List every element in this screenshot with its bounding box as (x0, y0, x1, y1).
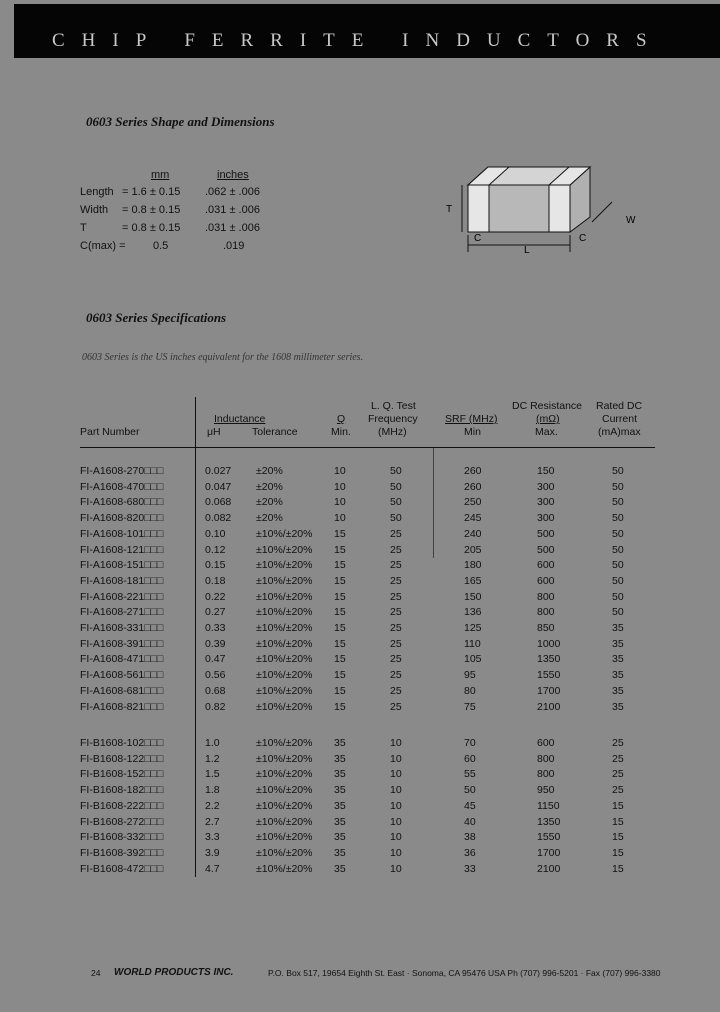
header-q: Q (337, 413, 346, 425)
cell-srf: 50 (464, 784, 476, 797)
cell-freq: 10 (390, 799, 402, 812)
c-right-label: C (579, 233, 587, 244)
table-row (0, 753, 720, 768)
cell-tol: ±10%/±20% (256, 799, 313, 812)
cell-dcr: 300 (537, 480, 555, 493)
cell-dcr: 1550 (537, 669, 561, 682)
cell-pn: FI-A1608-470□□□ (80, 480, 164, 493)
header-srf: SRF (MHz) (445, 413, 498, 425)
cell-cur: 50 (612, 606, 624, 619)
cell-q: 10 (334, 496, 346, 509)
right-electrode (549, 185, 570, 232)
table-row (0, 481, 720, 496)
cell-freq: 25 (390, 700, 402, 713)
cell-srf: 70 (464, 737, 476, 749)
cell-cur: 35 (612, 653, 624, 666)
dim-inches-length: .062 ± .006 (205, 186, 260, 198)
cell-srf: 60 (464, 752, 476, 765)
header-inductance: Inductance (214, 413, 266, 425)
header-current-3: (mA)max (598, 426, 641, 438)
cell-freq: 25 (390, 590, 402, 603)
cell-srf: 136 (464, 606, 482, 619)
cell-srf: 95 (464, 669, 476, 682)
cell-pn: FI-B1608-222□□□ (80, 799, 164, 812)
table-row (0, 559, 720, 574)
cell-tol: ±10%/±20% (256, 752, 313, 765)
cell-dcr: 800 (537, 606, 555, 619)
cell-pn: FI-B1608-122□□□ (80, 752, 164, 765)
cell-tol: ±10%/±20% (256, 700, 313, 713)
cell-srf: 250 (464, 496, 482, 509)
cell-dcr: 1700 (537, 684, 561, 697)
cell-srf: 180 (464, 559, 482, 572)
cell-srf: 36 (464, 846, 476, 859)
cell-srf: 240 (464, 527, 482, 540)
table-row (0, 847, 720, 862)
cell-freq: 10 (390, 752, 402, 765)
cell-uh: 0.27 (205, 606, 226, 619)
cell-cur: 50 (612, 574, 624, 587)
page-number: 24 (91, 968, 101, 978)
cell-q: 15 (334, 527, 346, 540)
cell-dcr: 600 (537, 737, 555, 749)
table-row (0, 496, 720, 511)
cell-q: 15 (334, 637, 346, 650)
cell-cur: 15 (612, 799, 624, 812)
dim-label-length: Length (80, 186, 114, 198)
cell-uh: 0.15 (205, 559, 226, 572)
w-label: W (626, 215, 636, 226)
mm-column-header: mm (151, 169, 170, 181)
table-row (0, 831, 720, 846)
cell-tol: ±10%/±20% (256, 815, 313, 828)
cell-pn: FI-B1608-152□□□ (80, 768, 164, 781)
cell-dcr: 1350 (537, 653, 561, 666)
cell-cur: 25 (612, 737, 624, 749)
table-row (0, 800, 720, 815)
dim-label-width: Width (80, 204, 109, 216)
cell-q: 35 (334, 737, 346, 749)
cell-srf: 165 (464, 574, 482, 587)
cell-q: 15 (334, 700, 346, 713)
cell-uh: 0.82 (205, 700, 226, 713)
dim-label-t: T (80, 222, 87, 234)
cell-pn: FI-B1608-472□□□ (80, 862, 164, 875)
cell-cur: 25 (612, 768, 624, 781)
cell-uh: 0.39 (205, 637, 226, 650)
cell-tol: ±10%/±20% (256, 684, 313, 697)
cell-pn: FI-A1608-331□□□ (80, 622, 164, 634)
table-row (0, 606, 720, 621)
cell-dcr: 800 (537, 590, 555, 603)
cell-cur: 50 (612, 496, 624, 509)
cell-srf: 150 (464, 590, 482, 603)
cell-freq: 25 (390, 606, 402, 619)
header-current-1: Rated DC (596, 400, 643, 412)
cell-uh: 3.3 (205, 831, 220, 844)
cell-q: 10 (334, 480, 346, 493)
dim-mm-t: = 0.8 ± 0.15 (122, 222, 181, 234)
cell-q: 15 (334, 684, 346, 697)
header-uh: μH (207, 426, 221, 438)
cell-srf: 245 (464, 512, 482, 525)
cell-freq: 50 (390, 512, 402, 525)
cell-tol: ±10%/±20% (256, 831, 313, 844)
cell-pn: FI-A1608-820□□□ (80, 512, 164, 525)
cell-tol: ±10%/±20% (256, 784, 313, 797)
cell-cur: 35 (612, 637, 624, 650)
cell-cur: 35 (612, 700, 624, 713)
header-test-freq-2: Frequency (368, 413, 418, 425)
table-row (0, 591, 720, 606)
cell-q: 35 (334, 862, 346, 875)
company-address: P.O. Box 517, 19654 Eighth St. East · Sonoma, CA 95476 USA Ph (707) 996-5201 · Fax (707) 996-3380 (268, 968, 661, 978)
cell-q: 15 (334, 590, 346, 603)
cell-freq: 25 (390, 684, 402, 697)
cell-dcr: 600 (537, 574, 555, 587)
w-dimension-line (592, 202, 612, 222)
cell-pn: FI-A1608-151□□□ (80, 559, 164, 572)
table-row (0, 784, 720, 799)
cell-tol: ±20% (256, 480, 283, 493)
cell-q: 35 (334, 784, 346, 797)
dim-inches-t: .031 ± .006 (205, 222, 260, 234)
cell-pn: FI-A1608-391□□□ (80, 637, 164, 650)
cell-tol: ±10%/±20% (256, 846, 313, 859)
cell-pn: FI-A1608-121□□□ (80, 543, 164, 556)
left-electrode (468, 185, 489, 232)
cell-freq: 10 (390, 737, 402, 749)
cell-uh: 0.12 (205, 543, 226, 556)
brand-name: WORLD PRODUCTS INC. (114, 967, 234, 978)
cell-srf: 205 (464, 543, 482, 556)
table-row (0, 816, 720, 831)
cell-uh: 0.18 (205, 574, 226, 587)
table-row (0, 528, 720, 543)
cell-tol: ±10%/±20% (256, 574, 313, 587)
dim-inches-width: .031 ± .006 (205, 204, 260, 216)
header-divider (80, 447, 655, 448)
cell-pn: FI-A1608-101□□□ (80, 527, 164, 540)
cell-q: 10 (334, 465, 346, 477)
specifications-heading: 0603 Series Specifications (86, 310, 227, 325)
cell-uh: 0.082 (205, 512, 232, 525)
cell-freq: 25 (390, 622, 402, 634)
cell-freq: 10 (390, 846, 402, 859)
cell-dcr: 150 (537, 465, 555, 477)
cell-uh: 0.22 (205, 590, 226, 603)
dim-mm-width: = 0.8 ± 0.15 (122, 204, 181, 216)
cell-pn: FI-A1608-681□□□ (80, 684, 164, 697)
chip-dimension-diagram (440, 160, 650, 265)
cell-srf: 260 (464, 465, 482, 477)
cell-uh: 0.047 (205, 480, 232, 493)
cell-tol: ±10%/±20% (256, 737, 313, 749)
cell-dcr: 1550 (537, 831, 561, 844)
cell-dcr: 1700 (537, 846, 561, 859)
cell-pn: FI-A1608-181□□□ (80, 574, 164, 587)
cell-q: 35 (334, 846, 346, 859)
cell-srf: 125 (464, 622, 482, 634)
cell-freq: 25 (390, 543, 402, 556)
cell-tol: ±10%/±20% (256, 622, 313, 634)
table-row (0, 638, 720, 653)
cell-uh: 0.33 (205, 622, 226, 634)
cell-pn: FI-B1608-332□□□ (80, 831, 164, 844)
cell-q: 15 (334, 606, 346, 619)
cell-freq: 50 (390, 465, 402, 477)
dim-mm-cmax: 0.5 (153, 240, 169, 252)
cell-cur: 35 (612, 622, 624, 634)
cell-srf: 55 (464, 768, 476, 781)
cell-uh: 1.2 (205, 752, 220, 765)
header-tolerance: Tolerance (252, 426, 298, 438)
cell-freq: 50 (390, 480, 402, 493)
cell-cur: 25 (612, 752, 624, 765)
cell-dcr: 500 (537, 527, 555, 540)
cell-uh: 0.47 (205, 653, 226, 666)
cell-cur: 50 (612, 465, 624, 477)
cell-dcr: 300 (537, 496, 555, 509)
cell-freq: 25 (390, 669, 402, 682)
cell-srf: 80 (464, 684, 476, 697)
cell-q: 15 (334, 653, 346, 666)
header-srf-min: Min (464, 426, 481, 438)
cell-cur: 50 (612, 543, 624, 556)
cell-q: 15 (334, 669, 346, 682)
dim-mm-length: = 1.6 ± 0.15 (122, 186, 181, 198)
cell-freq: 10 (390, 784, 402, 797)
cell-pn: FI-B1608-272□□□ (80, 815, 164, 828)
cell-cur: 50 (612, 527, 624, 540)
cell-cur: 15 (612, 831, 624, 844)
cell-cur: 50 (612, 590, 624, 603)
cell-srf: 105 (464, 653, 482, 666)
cell-q: 35 (334, 831, 346, 844)
cell-srf: 260 (464, 480, 482, 493)
cell-cur: 15 (612, 846, 624, 859)
cell-cur: 25 (612, 784, 624, 797)
cell-tol: ±10%/±20% (256, 653, 313, 666)
cell-uh: 0.068 (205, 496, 232, 509)
cell-srf: 45 (464, 799, 476, 812)
header-part-number: Part Number (80, 426, 140, 438)
cell-tol: ±20% (256, 496, 283, 509)
cell-q: 35 (334, 768, 346, 781)
cell-tol: ±10%/±20% (256, 862, 313, 875)
cell-dcr: 1150 (537, 799, 560, 812)
cell-q: 15 (334, 543, 346, 556)
cell-uh: 0.10 (205, 527, 226, 540)
cell-dcr: 2100 (537, 862, 561, 875)
cell-cur: 50 (612, 480, 624, 493)
cell-cur: 15 (612, 815, 624, 828)
cell-uh: 1.0 (205, 737, 220, 749)
cell-tol: ±10%/±20% (256, 637, 313, 650)
cell-freq: 10 (390, 831, 402, 844)
cell-freq: 10 (390, 768, 402, 781)
cell-srf: 75 (464, 700, 476, 713)
table-row (0, 863, 720, 878)
dim-inches-cmax: .019 (223, 240, 245, 252)
cell-pn: FI-B1608-182□□□ (80, 784, 164, 797)
cell-tol: ±10%/±20% (256, 606, 313, 619)
cell-pn: FI-A1608-270□□□ (80, 465, 164, 477)
cell-dcr: 800 (537, 768, 555, 781)
cell-freq: 25 (390, 559, 402, 572)
cell-q: 15 (334, 622, 346, 634)
c-left-label: C (474, 233, 482, 244)
cell-tol: ±10%/±20% (256, 527, 313, 540)
cell-dcr: 1350 (537, 815, 561, 828)
cell-tol: ±20% (256, 512, 283, 525)
dim-label-cmax: C(max) = (80, 240, 126, 252)
cell-tol: ±10%/±20% (256, 559, 313, 572)
cell-cur: 50 (612, 512, 624, 525)
cell-pn: FI-B1608-392□□□ (80, 846, 164, 859)
cell-pn: FI-A1608-221□□□ (80, 590, 164, 603)
header-test-freq-3: (MHz) (378, 426, 407, 438)
table-row (0, 685, 720, 700)
cell-srf: 110 (464, 637, 481, 650)
cell-uh: 1.8 (205, 784, 220, 797)
header-dcr: DC Resistance (512, 400, 583, 412)
cell-freq: 10 (390, 815, 402, 828)
table-row (0, 512, 720, 527)
cell-tol: ±10%/±20% (256, 669, 313, 682)
cell-tol: ±10%/±20% (256, 543, 313, 556)
series-note: 0603 Series is the US inches equivalent for the 1608 millimeter series. (82, 352, 364, 363)
table-row (0, 653, 720, 668)
header-dcr-max: Max. (535, 426, 558, 438)
header-test-freq-1: L. Q. Test (371, 400, 416, 412)
cell-pn: FI-A1608-271□□□ (80, 606, 164, 619)
table-row (0, 575, 720, 590)
inches-column-header: inches (217, 169, 249, 181)
cell-pn: FI-A1608-680□□□ (80, 496, 164, 509)
cell-dcr: 500 (537, 543, 555, 556)
cell-dcr: 800 (537, 752, 555, 765)
cell-dcr: 2100 (537, 700, 561, 713)
cell-freq: 50 (390, 496, 402, 509)
t-label: T (446, 204, 453, 215)
cell-freq: 25 (390, 527, 402, 540)
l-label: L (524, 245, 530, 256)
dimensions-heading: 0603 Series Shape and Dimensions (86, 114, 275, 129)
cell-dcr: 300 (537, 512, 555, 525)
cell-cur: 35 (612, 684, 624, 697)
cell-pn: FI-A1608-471□□□ (80, 653, 164, 666)
table-row (0, 544, 720, 559)
cell-q: 15 (334, 559, 346, 572)
cell-freq: 25 (390, 574, 402, 587)
cell-uh: 1.5 (205, 768, 220, 781)
cell-tol: ±10%/±20% (256, 590, 313, 603)
cell-freq: 25 (390, 637, 402, 650)
cell-pn: FI-A1608-821□□□ (80, 700, 164, 713)
page-title: CHIP FERRITE INDUCTORS (52, 30, 664, 51)
cell-q: 10 (334, 512, 346, 525)
cell-dcr: 600 (537, 559, 555, 572)
cell-uh: 4.7 (205, 862, 220, 875)
table-row (0, 768, 720, 783)
table-row (0, 669, 720, 684)
cell-q: 35 (334, 799, 346, 812)
cell-freq: 25 (390, 653, 402, 666)
cell-q: 35 (334, 752, 346, 765)
cell-q: 15 (334, 574, 346, 587)
cell-pn: FI-A1608-561□□□ (80, 669, 164, 682)
cell-srf: 33 (464, 862, 476, 875)
table-row (0, 737, 720, 752)
header-dcr-unit: (mΩ) (536, 413, 560, 425)
cell-dcr: 1000 (537, 637, 561, 650)
cell-uh: 0.68 (205, 684, 226, 697)
table-row (0, 465, 720, 480)
table-row (0, 622, 720, 637)
cell-pn: FI-B1608-102□□□ (80, 737, 164, 749)
cell-uh: 3.9 (205, 846, 220, 859)
cell-cur: 35 (612, 669, 624, 682)
cell-srf: 40 (464, 815, 476, 828)
header-q-min: Min. (331, 426, 351, 438)
cell-cur: 15 (612, 862, 624, 875)
header-current-2: Current (602, 413, 638, 425)
cell-srf: 38 (464, 831, 476, 844)
cell-q: 35 (334, 815, 346, 828)
cell-dcr: 850 (537, 622, 555, 634)
cell-freq: 10 (390, 862, 402, 875)
cell-uh: 2.7 (205, 815, 220, 828)
cell-uh: 0.027 (205, 465, 232, 477)
table-row (0, 701, 720, 716)
cell-uh: 2.2 (205, 799, 220, 812)
cell-uh: 0.56 (205, 669, 226, 682)
cell-dcr: 950 (537, 784, 555, 797)
cell-tol: ±20% (256, 465, 283, 477)
cell-cur: 50 (612, 559, 624, 572)
cell-tol: ±10%/±20% (256, 768, 313, 781)
